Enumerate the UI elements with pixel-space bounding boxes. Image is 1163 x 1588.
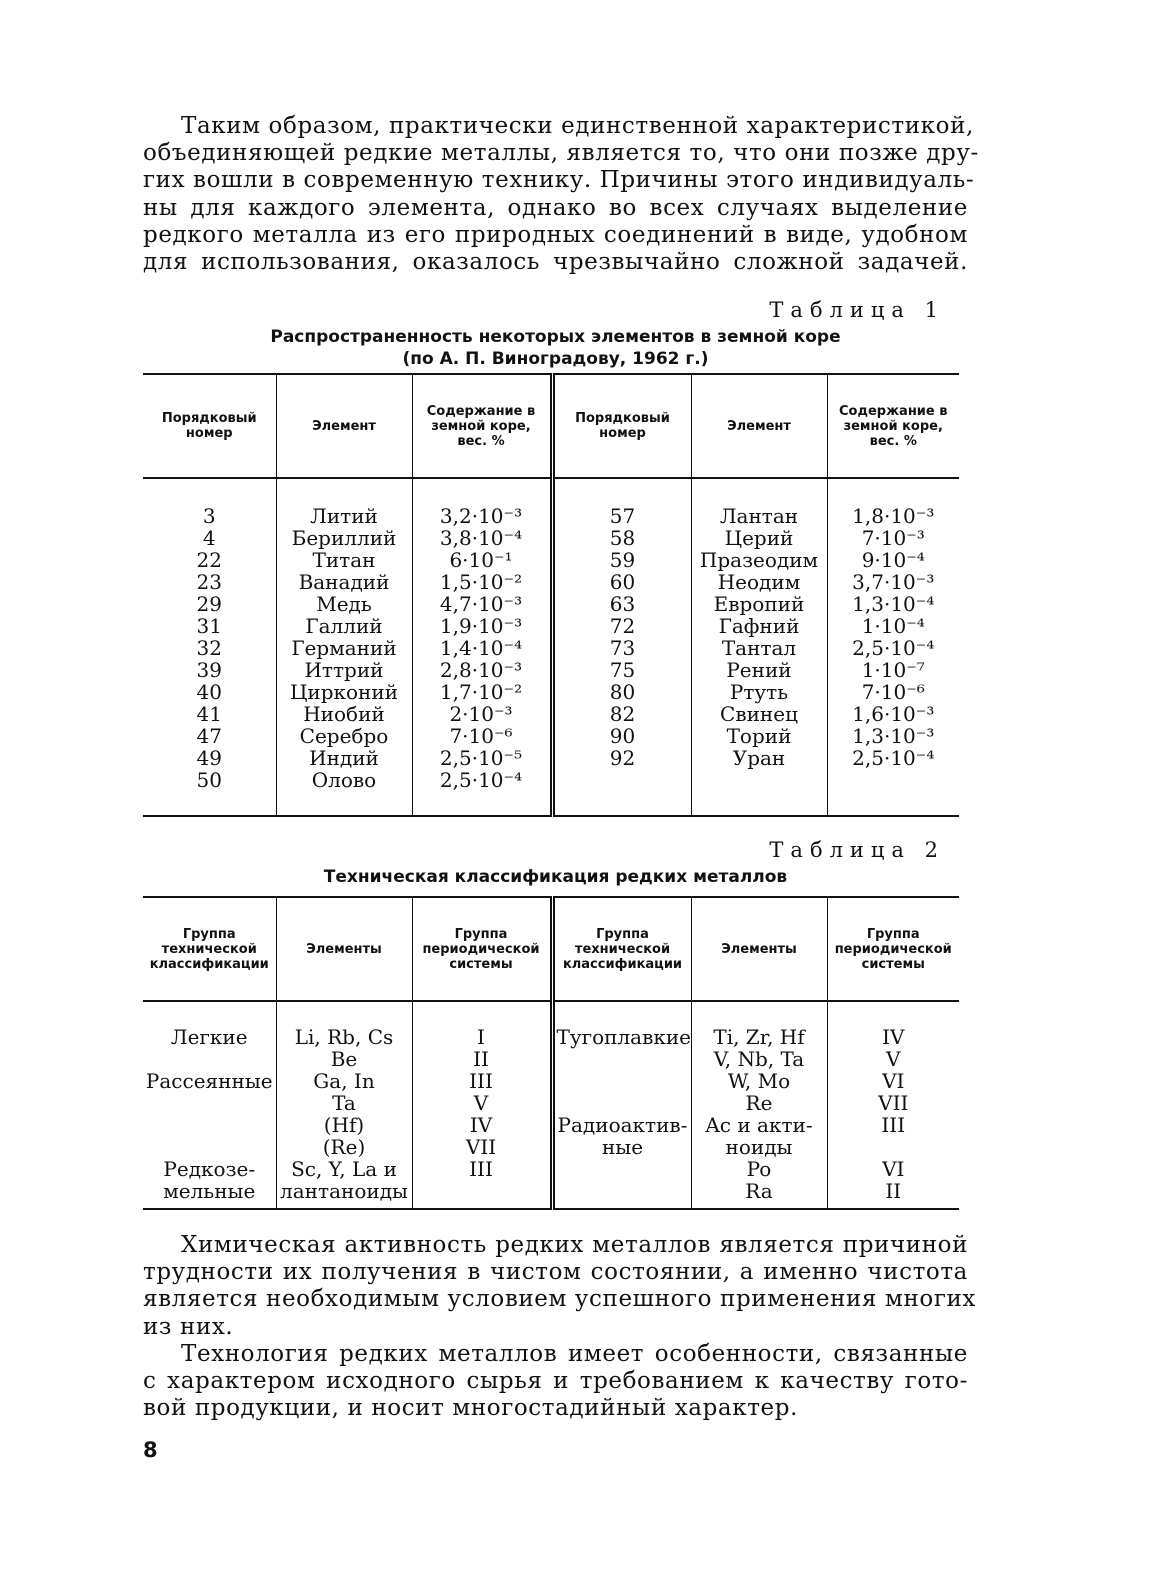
table-cell: 1,3·10⁻³	[852, 724, 935, 748]
table2-header-periodic: Группа периодической системы	[412, 897, 552, 1001]
table-cell: 90	[609, 724, 636, 748]
table-cell: Бериллий	[291, 526, 397, 550]
table-cell: 3,7·10⁻³	[852, 570, 935, 594]
table-cell: Серебро	[299, 724, 389, 748]
table1-col-numbers	[143, 478, 276, 816]
table-cell: 82	[609, 702, 636, 726]
outro-line: из них.	[143, 1313, 234, 1340]
table-cell: 72	[609, 614, 636, 638]
intro-line: объединяющей редкие металлы, является то, что они позже дру-	[143, 140, 979, 167]
table1-header-element: Элемент	[276, 374, 412, 478]
table-cell: Германий	[291, 636, 397, 660]
table-cell: Индий	[309, 746, 379, 770]
table2-col-groups	[143, 1001, 276, 1209]
table-cell: 1,5·10⁻²	[439, 570, 523, 594]
table-cell: V	[886, 1047, 901, 1071]
table-cell: лантаноиды	[280, 1179, 408, 1203]
outro-line: с характером исходного сырья и требованием к качеству гото-	[143, 1368, 968, 1395]
table-cell: ноиды	[725, 1135, 793, 1159]
table-cell: 59	[609, 548, 636, 572]
table-cell: 57	[609, 504, 636, 528]
table2-col-elements	[276, 1001, 412, 1209]
table-cell	[145, 1048, 274, 1070]
table-cell: 7·10⁻⁶	[861, 680, 925, 704]
table-cell: 50	[196, 768, 222, 792]
table-cell: VII	[465, 1135, 497, 1159]
table-cell: I	[477, 1025, 485, 1049]
table-cell: 7·10⁻³	[861, 526, 925, 550]
table-cell: Европий	[713, 592, 805, 616]
table-cell: 29	[196, 592, 222, 616]
table-cell: Гафний	[718, 614, 800, 638]
table-cell: 22	[196, 548, 222, 572]
table-cell: Свинец	[720, 702, 798, 726]
table-cell: 39	[196, 658, 222, 682]
table-cell: 75	[609, 658, 636, 682]
outro-line: трудности их получения в чистом состоянии, а именно чистота	[143, 1259, 968, 1286]
outro-line: является необходимым условием успешного применения многих	[143, 1286, 976, 1313]
table-cell: Литий	[310, 504, 378, 528]
table-cell: Ra	[745, 1179, 773, 1203]
table2-col-periodic-2	[827, 1001, 959, 1209]
table1-col-numbers-2	[552, 478, 691, 816]
table-cell: Радиоактив-	[557, 1113, 688, 1137]
table-cell: 6·10⁻¹	[449, 548, 513, 572]
table1-header-content: Содержание в земной коре, вес. %	[412, 374, 552, 478]
table2-header-elements: Элементы	[276, 897, 412, 1001]
table-cell: Редкозе-	[163, 1157, 256, 1181]
table-cell: W, Mo	[727, 1069, 791, 1093]
page-number: 8	[143, 1438, 158, 1462]
table-cell: 1,7·10⁻²	[439, 680, 523, 704]
table-cell: 7·10⁻⁶	[449, 724, 513, 748]
table-cell: Цирконий	[289, 680, 399, 704]
table1	[143, 373, 959, 817]
table-cell: III	[881, 1113, 906, 1137]
outro-paragraph-2	[143, 1341, 968, 1423]
table-cell: 58	[609, 526, 636, 550]
table-cell: Be	[330, 1047, 358, 1071]
table-cell: II	[885, 1179, 902, 1203]
table-cell: Титан	[312, 548, 376, 572]
table-cell: Ac и акти-	[705, 1113, 813, 1137]
table1-header-number: Порядковый номер	[143, 374, 276, 478]
table-cell: 80	[609, 680, 636, 704]
table-cell: 4	[202, 526, 216, 550]
intro-paragraph	[143, 113, 979, 276]
table-cell: 1·10⁻⁴	[861, 614, 925, 638]
table2-col-groups-2	[552, 1001, 691, 1209]
table-cell: Лантан	[719, 504, 799, 528]
intro-line: ны для каждого элемента, однако во всех случаях выделение	[143, 194, 968, 221]
table-cell: 3,2·10⁻³	[439, 504, 523, 528]
table-cell: Рений	[726, 658, 792, 682]
table-cell: Иттрий	[304, 658, 384, 682]
table-cell: Уран	[732, 746, 786, 770]
table1-label: Таблица 1	[769, 298, 945, 322]
table-cell: 2,8·10⁻³	[439, 658, 523, 682]
table-cell: Торий	[726, 724, 792, 748]
table-cell: 2,5·10⁻⁴	[439, 768, 523, 792]
table-cell: Po	[746, 1157, 772, 1181]
table1-col-contents	[412, 478, 552, 816]
table-cell: 60	[609, 570, 636, 594]
table-cell: Тантал	[721, 636, 797, 660]
table-cell	[145, 1136, 274, 1158]
table-cell: 1,9·10⁻³	[439, 614, 523, 638]
intro-line: для использования, оказалось чрезвычайно сложной задачей.	[143, 249, 968, 276]
table-cell: мельные	[163, 1179, 256, 1203]
table-cell: 2,5·10⁻⁵	[439, 746, 523, 770]
table1-col-elements	[276, 478, 412, 816]
table-cell: IV	[469, 1113, 493, 1137]
table-cell: 47	[196, 724, 222, 748]
outro-paragraph-1	[143, 1232, 976, 1341]
table-cell: Галлий	[305, 614, 383, 638]
table-cell: 92	[609, 746, 636, 770]
table-cell: Тугоплавкие	[556, 1025, 692, 1049]
table-cell: 32	[196, 636, 222, 660]
intro-line: гих вошли в современную технику. Причины этого индивидуаль-	[143, 167, 975, 194]
table-cell: Ta	[332, 1091, 356, 1115]
table-cell	[415, 1180, 548, 1202]
table-cell: 1,6·10⁻³	[852, 702, 935, 726]
table-cell: 1,3·10⁻⁴	[852, 592, 935, 616]
table-cell: 1,8·10⁻³	[852, 504, 935, 528]
table-cell: III	[469, 1069, 493, 1093]
table-cell: 1,4·10⁻⁴	[439, 636, 523, 660]
table-cell: Li, Rb, Cs	[294, 1025, 394, 1049]
table-cell: IV	[882, 1025, 905, 1049]
table-cell: Легкие	[170, 1025, 248, 1049]
table-cell: ные	[601, 1135, 644, 1159]
table-cell: 3,8·10⁻⁴	[439, 526, 523, 550]
table-cell: 49	[196, 746, 222, 770]
table-cell: 40	[196, 680, 222, 704]
table1-header-element-2: Элемент	[691, 374, 827, 478]
table-cell: 2·10⁻³	[449, 702, 513, 726]
table-cell: 2,5·10⁻⁴	[852, 746, 935, 770]
table1-title-line1: Распространенность некоторых элементов в земной коре	[270, 327, 841, 347]
table-cell: Ti, Zr, Hf	[713, 1025, 805, 1049]
table-cell	[557, 1158, 689, 1180]
table-cell: V	[473, 1091, 489, 1115]
table-cell: Ниобий	[303, 702, 385, 726]
table2	[143, 896, 959, 1210]
table-cell: Рассеянные	[145, 1069, 273, 1093]
table-cell	[145, 1092, 274, 1114]
outro-line: вой продукции, и носит многостадийный характер.	[143, 1395, 798, 1422]
table-cell: 31	[196, 614, 222, 638]
table-cell: Медь	[316, 592, 372, 616]
table2-title: Техническая классификация редких металлов	[323, 867, 788, 887]
table2-header-periodic-2: Группа периодической системы	[827, 897, 959, 1001]
table-cell: VI	[882, 1157, 905, 1181]
table-cell: Неодим	[717, 570, 801, 594]
table-cell: Церий	[724, 526, 794, 550]
table-cell	[557, 1070, 689, 1092]
table1-header-content-2: Содержание в земной коре, вес. %	[827, 374, 959, 478]
table-cell: (Re)	[322, 1135, 366, 1159]
table-cell: 73	[609, 636, 636, 660]
table-cell	[557, 1092, 689, 1114]
table-cell: Олово	[311, 768, 377, 792]
table-cell: 1·10⁻⁷	[861, 658, 925, 682]
table1-col-elements-2	[691, 478, 827, 816]
table1-header-number-2: Порядковый номер	[552, 374, 691, 478]
table2-col-periodic	[412, 1001, 552, 1209]
table-cell: 23	[196, 570, 222, 594]
intro-line: Таким образом, практически единственной характеристикой,	[181, 113, 974, 139]
table-cell: Sc, Y, La и	[291, 1157, 397, 1181]
table-cell: 4,7·10⁻³	[439, 592, 523, 616]
table-cell: V, Nb, Ta	[713, 1047, 805, 1071]
table-cell	[830, 1136, 958, 1158]
table-cell: Ванадий	[298, 570, 390, 594]
table1-col-contents-2	[827, 478, 959, 816]
table-cell	[557, 1180, 689, 1202]
table-cell	[557, 1048, 689, 1070]
table-cell: III	[469, 1157, 493, 1181]
table2-header-group-2: Группа технической классификации	[552, 897, 691, 1001]
outro-line: Технология редких металлов имеет особенности, связанные	[181, 1341, 968, 1367]
table1-title-line2: (по А. П. Виноградову, 1962 г.)	[402, 349, 709, 369]
table-cell: 9·10⁻⁴	[861, 548, 925, 572]
table2-header-group: Группа технической классификации	[143, 897, 276, 1001]
table-cell: VII	[878, 1091, 909, 1115]
table-cell: 41	[196, 702, 222, 726]
table1-title	[143, 326, 968, 370]
table2-col-elements-2	[691, 1001, 827, 1209]
table-cell: 3	[202, 504, 216, 528]
intro-line: редкого металла из его природных соединений в виде, удобном	[143, 221, 968, 248]
table-cell: Празеодим	[699, 548, 819, 572]
table-cell	[145, 1114, 274, 1136]
table2-label: Таблица 2	[769, 838, 945, 862]
table2-header-elements-2: Элементы	[691, 897, 827, 1001]
table-cell: 2,5·10⁻⁴	[852, 636, 935, 660]
table-cell: Ртуть	[729, 680, 789, 704]
outro-line: Химическая активность редких металлов является причиной	[181, 1232, 968, 1258]
table-cell: VI	[882, 1069, 905, 1093]
table-cell: Re	[745, 1091, 773, 1115]
table-cell: (Hf)	[323, 1113, 365, 1137]
table-cell: 63	[609, 592, 636, 616]
table-cell: II	[473, 1047, 489, 1071]
table-cell: Ga, In	[313, 1069, 375, 1093]
